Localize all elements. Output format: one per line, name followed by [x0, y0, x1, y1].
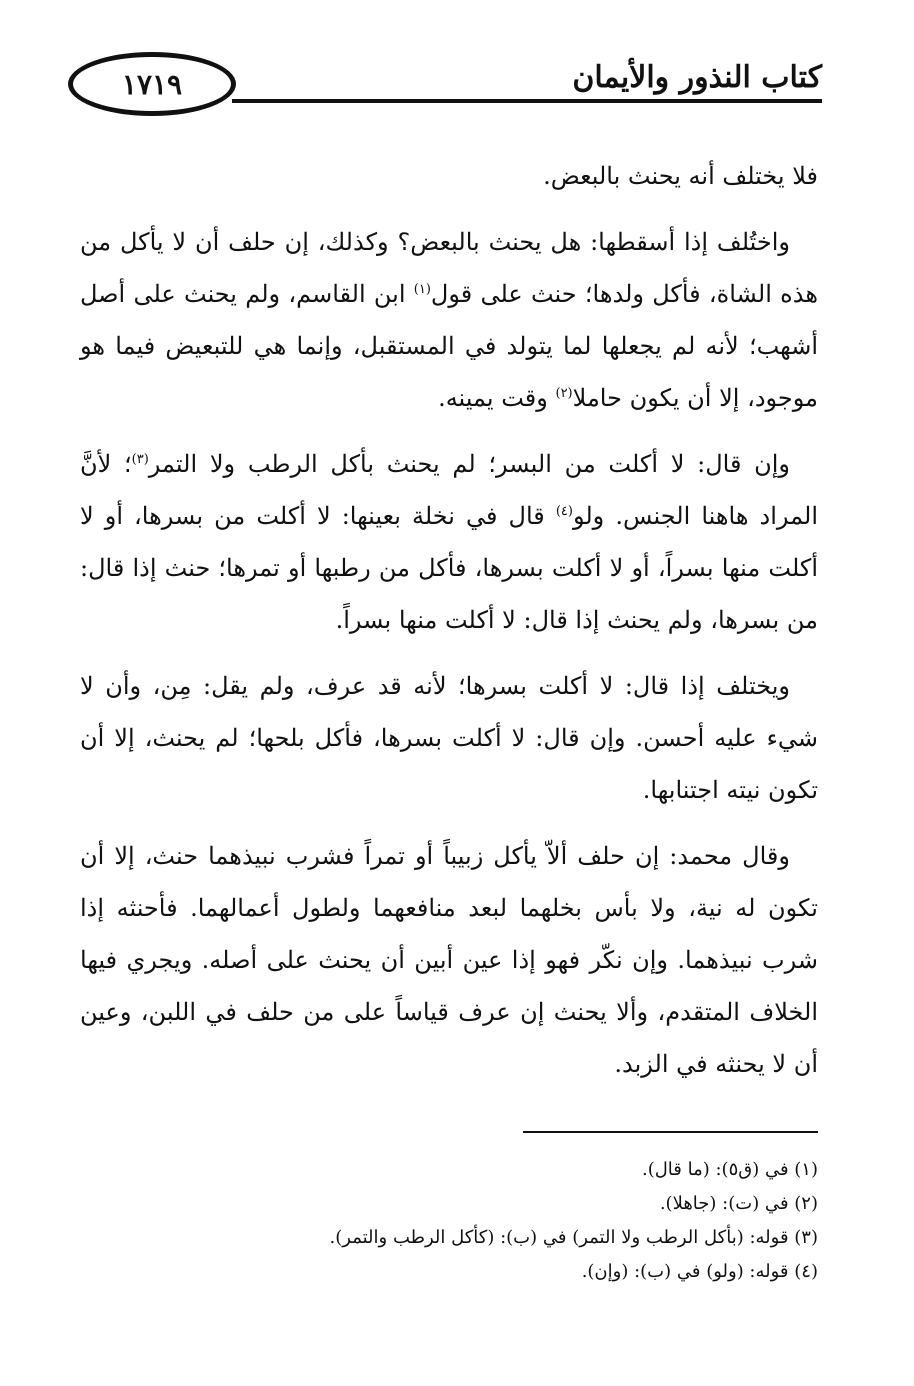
running-title: كتاب النذور والأيمان	[572, 60, 822, 95]
body-text	[80, 150, 818, 1104]
paragraph-text: وقت يمينه.	[438, 384, 556, 412]
paragraph-1	[80, 150, 818, 202]
footnote-marker: (٤)	[555, 504, 573, 519]
paragraph-text: ويختلف إذا قال: لا أكلت بسرها؛ لأنه قد عرف، ولم يقل: مِن، وأن لا شيء عليه أحسن. وإن قال: لا أكلت بسرها، فأكل بلحها؛ لم يحنث، إلا أن تكون نيته اجتنابها.	[80, 672, 818, 804]
paragraph-text: وقال محمد: إن حلف ألاّ يأكل زبيباً أو تمراً فشرب نبيذهما حنث، إلا أن تكون له نية، ولا بأس بخلهما لبعد منافعهما ولطول أعمالهما. فأحنثه إذا شرب نبيذهما. وإن نكّر فهو إذا عين أبين أن يحنث على أصله. ويجري فيها الخلاف المتقدم، وألا يحنث إن عرف قياساً على من حلف في اللبن، وعين أن لا يحنثه في الزبد.	[80, 842, 818, 1078]
paragraph-text: ابن القاسم، ولم يحنث على أصل أشهب؛ لأنه لم يجعلها لما يتولد في المستقبل، وإنما هي للتبعيض فيما هو موجود، إلا أن يكون حاملا	[80, 280, 818, 412]
paragraph-4	[80, 660, 818, 816]
footnote-marker: (١)	[413, 282, 431, 297]
footnote-separator	[523, 1131, 818, 1133]
paragraph-text: وإن قال: لا أكلت من البسر؛ لم يحنث بأكل الرطب ولا التمر	[148, 450, 790, 478]
page-number-oval	[68, 52, 236, 116]
footnote-2: (٢) في (ت): (جاهلا).	[659, 1193, 818, 1214]
paragraph-5	[80, 830, 818, 1090]
paragraph-text: فلا يختلف أنه يحنث بالبعض.	[543, 162, 818, 190]
footnote-1: (١) في (ق٥): (ما قال).	[641, 1159, 818, 1180]
footnotes	[80, 1153, 818, 1289]
footnote-marker: (٣)	[131, 452, 149, 467]
paragraph-3	[80, 438, 818, 646]
paragraph-2	[80, 216, 818, 424]
footnote-4: (٤) قوله: (ولو) في (ب): (وإن).	[581, 1261, 818, 1282]
footnote-marker: (٢)	[555, 386, 573, 401]
footnote-3: (٣) قوله: (بأكل الرطب ولا التمر) في (ب): (كأكل الرطب والتمر).	[329, 1227, 818, 1248]
header-rule	[232, 99, 822, 103]
page-number: ١٧١٩	[121, 67, 183, 101]
paragraph-text: ؛ لأنَّ المراد هاهنا الجنس. ولو	[80, 450, 818, 530]
paragraph-text: قال في نخلة بعينها: لا أكلت من بسرها، أو لا أكلت منها بسراً، أو لا أكلت بسرها، فأكل من رطبها أو تمرها؛ حنث إذا قال: من بسرها، ولم يحنث إذا قال: لا أكلت منها بسراً.	[80, 502, 818, 634]
paragraph-text: واختُلف إذا أسقطها: هل يحنث بالبعض؟ وكذلك، إن حلف أن لا يأكل من هذه الشاة، فأكل ولدها؛ حنث على قول	[80, 228, 818, 308]
page-header	[60, 52, 830, 122]
